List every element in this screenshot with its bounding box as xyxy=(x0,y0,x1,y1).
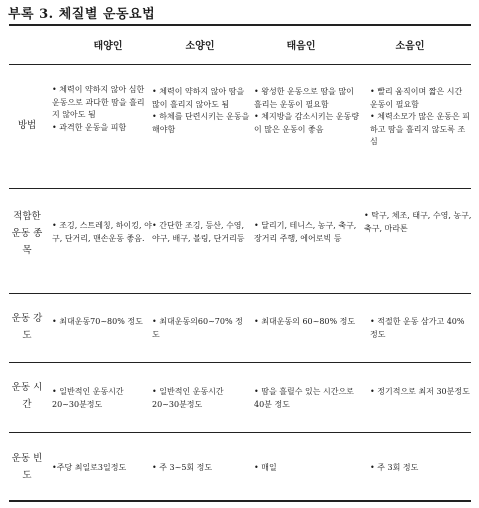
column-header-taeyang: 태양인 xyxy=(93,41,123,52)
method-cell-soyang xyxy=(152,86,250,136)
list-item: • 최대운동의60~70% 정도 xyxy=(152,317,243,339)
sports-cell-taeeum xyxy=(254,220,362,245)
header-rule xyxy=(9,64,471,65)
frequency-cell-taeeum xyxy=(254,462,360,475)
column-header-soyang: 소양인 xyxy=(185,41,215,52)
sports-cell-taeyang xyxy=(52,220,152,245)
row-label-recommended-sports: 적합한 운동 종목 xyxy=(11,211,43,256)
table-bottom-rule xyxy=(9,500,471,502)
duration-cell-soeum xyxy=(370,386,472,399)
row-divider xyxy=(9,362,471,363)
list-item: • 탁구, 체조, 태구, 수영, 농구, 축구, 마라톤 xyxy=(364,211,472,233)
frequency-cell-taeyang xyxy=(52,462,152,475)
list-item: • 체력이 약하지 않아 땀을 많이 흘리지 않아도 됨 xyxy=(152,87,245,109)
intensity-cell-taeeum xyxy=(254,316,360,329)
method-cell-taeeum xyxy=(254,86,360,136)
list-item: • 일반적인 운동시간 20~30분정도 xyxy=(52,387,124,409)
list-item: • 하체를 단련시키는 운동을 해야함 xyxy=(152,112,250,134)
list-item: • 왕성한 운동으로 땀을 많이 흘리는 운동이 필요함 xyxy=(254,87,354,109)
intensity-cell-taeyang xyxy=(52,316,152,329)
intensity-cell-soyang xyxy=(152,316,250,341)
list-item: • 매일 xyxy=(254,463,277,472)
intensity-cell-soeum xyxy=(370,316,472,341)
list-item: • 주 3회 정도 xyxy=(370,463,419,472)
list-item: •주당 최일로3일정도 xyxy=(52,463,127,472)
row-divider xyxy=(9,188,471,189)
duration-cell-taeyang xyxy=(52,386,152,411)
list-item: • 적절한 운동 삼가고 40%정도 xyxy=(370,317,465,339)
frequency-cell-soyang xyxy=(152,462,250,475)
list-item: • 체력소모가 많은 운동은 피하고 땀을 흘리지 않도록 조심 xyxy=(370,112,470,146)
column-header-soeum: 소음인 xyxy=(395,41,425,52)
list-item: • 체력이 약하지 않아 심한 운동으로 과다한 땀을 흘리지 않아도 됨 xyxy=(52,85,145,119)
page-title: 부록 3. 체질별 운동요법 xyxy=(8,7,156,22)
method-cell-soeum xyxy=(370,86,472,149)
row-label-intensity: 운동 강도 xyxy=(11,313,43,341)
list-item: • 빨리 움직이며 짧은 시간 운동이 필요함 xyxy=(370,87,463,109)
list-item: • 땀을 흘릴수 있는 시간으로 40분 정도 xyxy=(254,387,354,409)
sports-cell-soeum xyxy=(364,210,472,235)
duration-cell-soyang xyxy=(152,386,250,411)
list-item: • 간단한 조깅, 등산, 수영, 야구, 배구, 볼링, 단거리등 xyxy=(152,221,245,243)
row-label-duration: 운동 시간 xyxy=(11,382,43,410)
list-item: • 최대운동70~80% 정도 xyxy=(52,317,143,326)
row-divider xyxy=(9,293,471,294)
list-item: • 일반적인 운동시간 20~30분정도 xyxy=(152,387,224,409)
list-item: • 체지방을 감소시키는 운동량이 많은 운동이 좋음 xyxy=(254,112,360,134)
column-header-taeeum: 태음인 xyxy=(286,41,316,52)
frequency-cell-soeum xyxy=(370,462,472,475)
list-item: • 달리기, 테니스, 농구, 축구, 장거리 주행, 에어로빅 등 xyxy=(254,221,357,243)
duration-cell-taeeum xyxy=(254,386,360,411)
row-divider xyxy=(9,432,471,433)
list-item: • 최대운동의 60~80% 정도 xyxy=(254,317,356,326)
row-label-frequency: 운동 빈도 xyxy=(11,453,43,481)
row-label-method: 방법 xyxy=(17,120,37,131)
list-item: • 조깅, 스트레칭, 하이킹, 야구, 단거리, 맨손운동 좋음. xyxy=(52,221,152,243)
method-cell-taeyang xyxy=(52,84,152,134)
sports-cell-soyang xyxy=(152,220,250,245)
list-item: • 정기적으로 최저 30분정도 xyxy=(370,387,470,396)
list-item: • 주 3~5회 정도 xyxy=(152,463,213,472)
table-top-rule xyxy=(9,24,471,26)
list-item: • 과격한 운동을 피함 xyxy=(52,122,127,132)
